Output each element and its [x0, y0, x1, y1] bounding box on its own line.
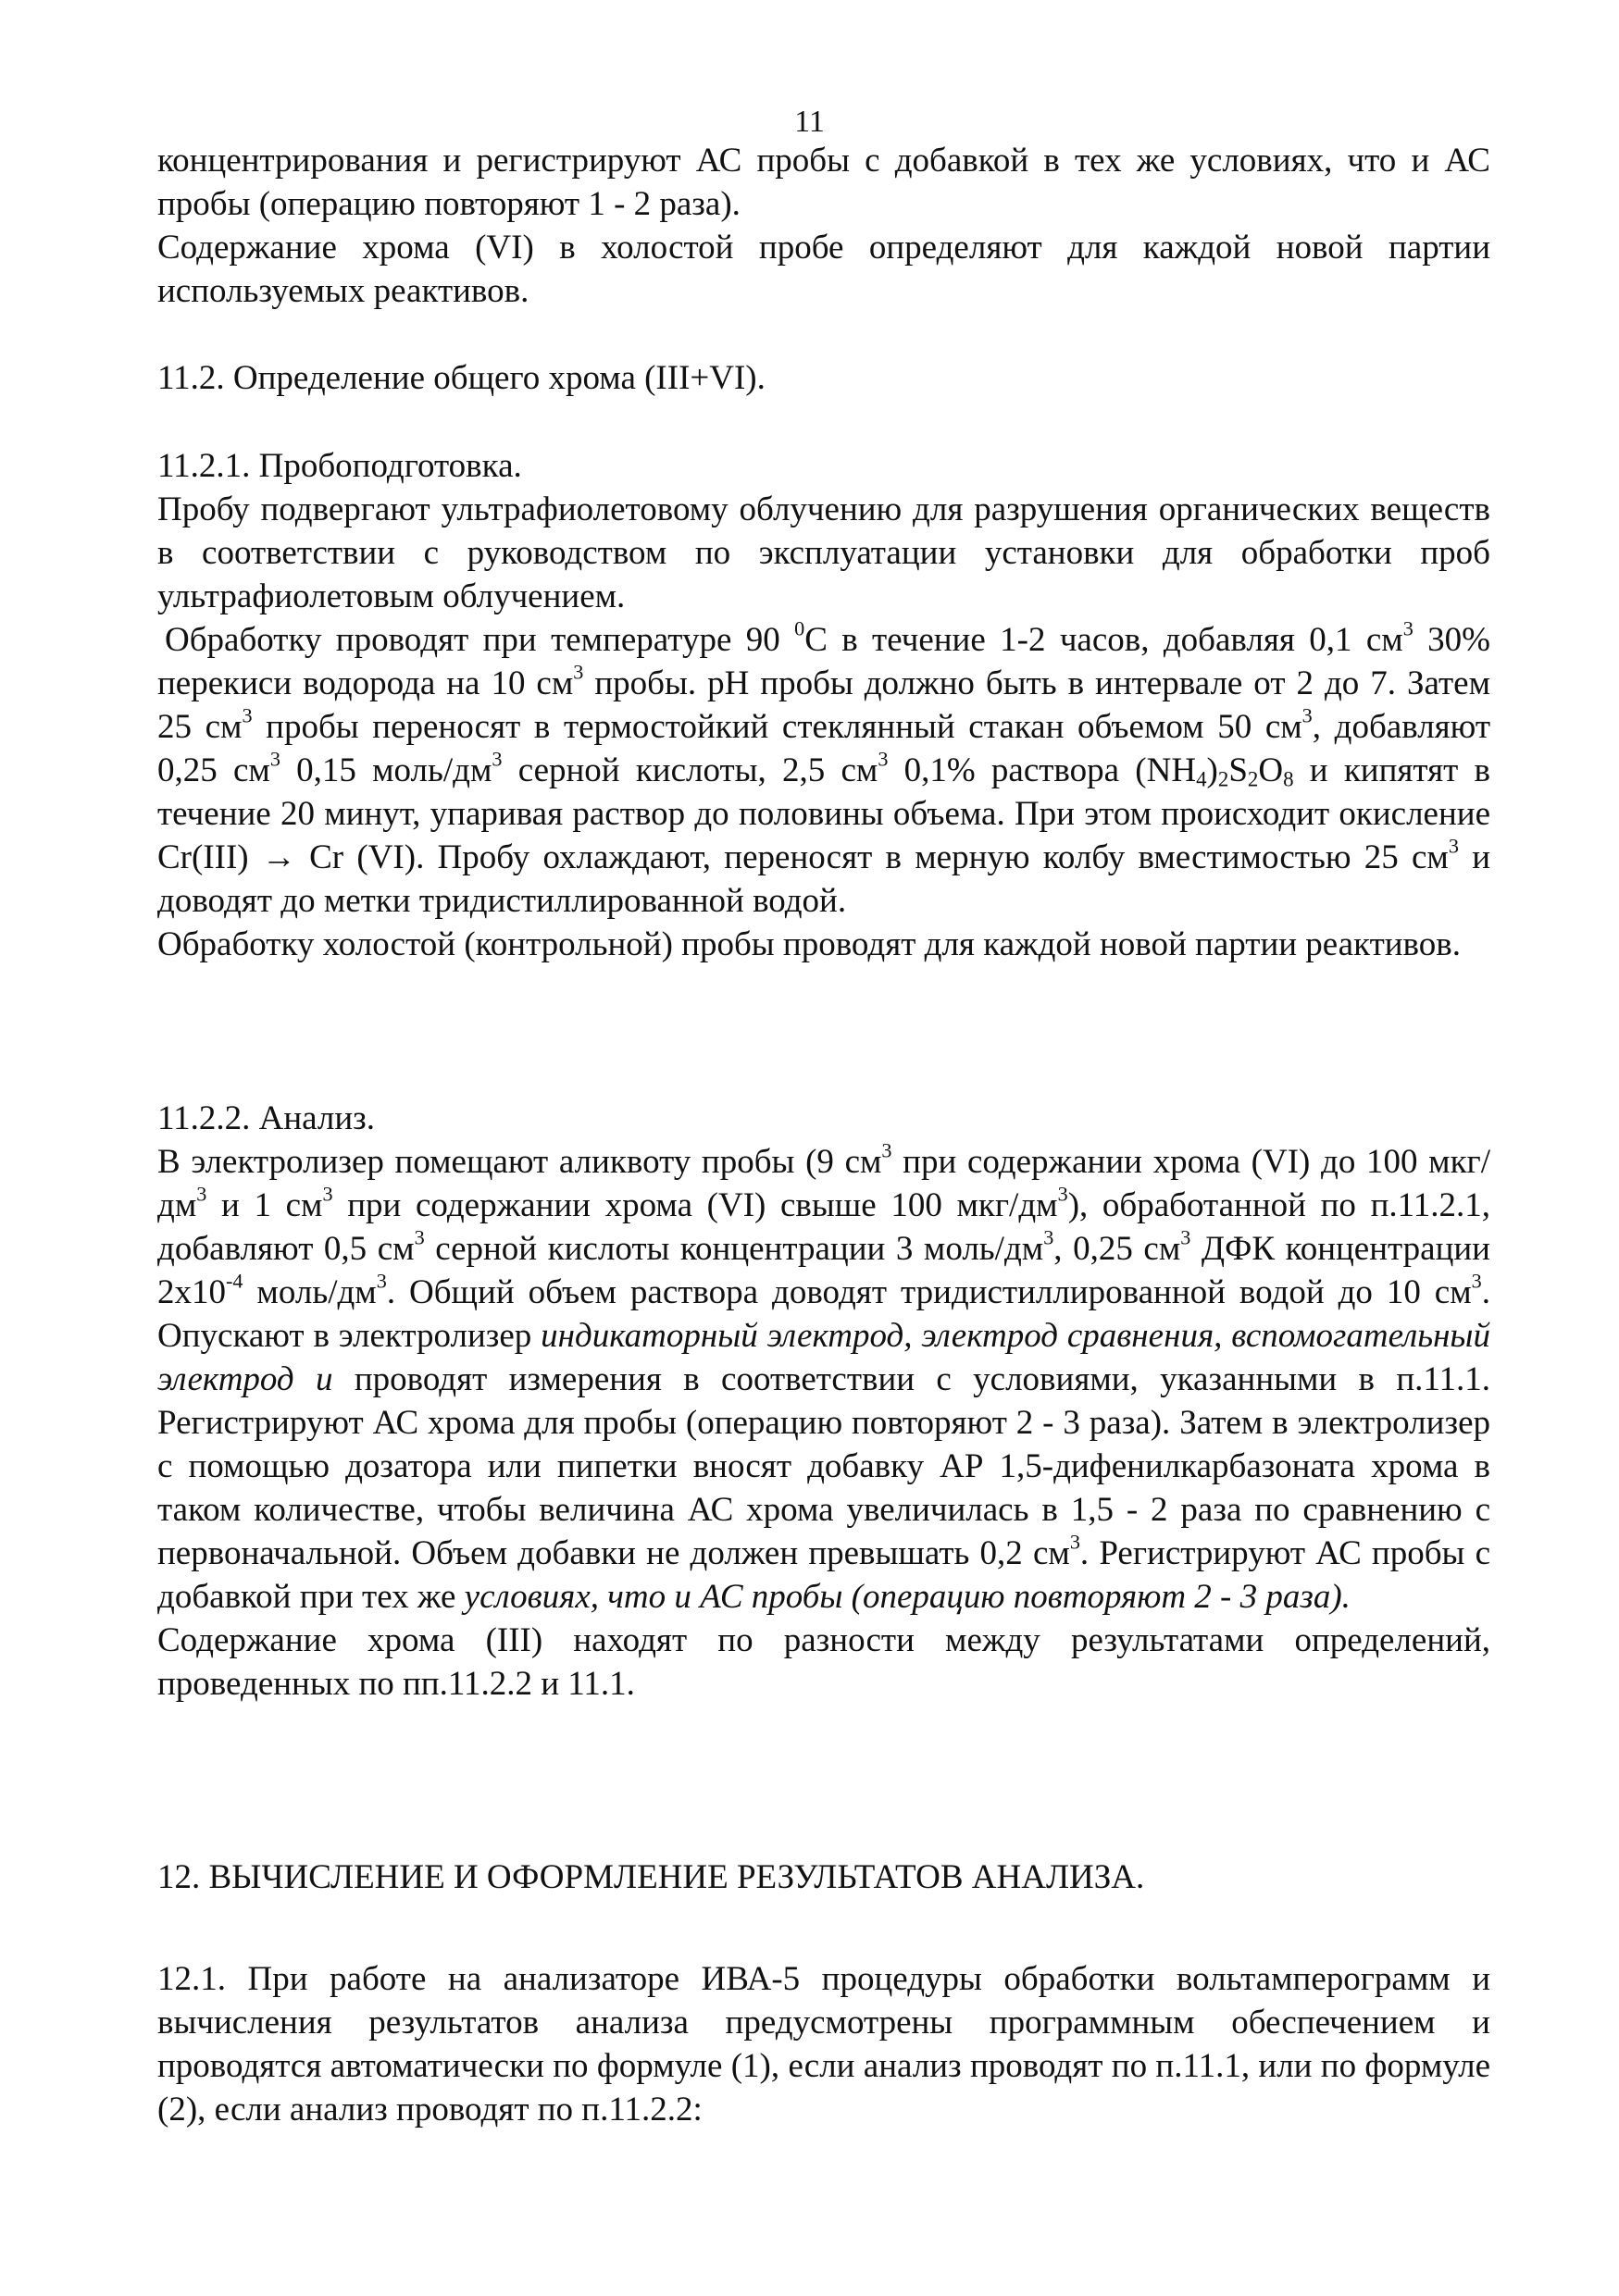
heading-analysis: 11.2.2. Анализ. [157, 1099, 376, 1137]
paragraph-blank-sample: Содержание хрома (VI) в холостой пробе определяют для каждой новой партии используемых реактивов. [157, 229, 1490, 310]
heading-total-chromium: 11.2. Определение общего хрома (III+VI). [157, 359, 766, 397]
paragraph-treatment: Обработку проводят при температуре 90 $^0$С в течение 1-2 часов, добавляя 0,1 $см^3$ 30% перекиси водорода на 10 $см^3$ пробы. pH пробы должно быть в интервале от 2 до 7. Затем 25 $см^3$ пробы переносят в термостойкий стеклянный стакан объемом 50 $см^3$, добавляют 0,25 $см^3$ 0,15 моль/$дм^3$ серной кислоты, 2,5 $см^3$ 0,1% раствора $(NH_4)_2S_2O_8$ и кипятят в течение 20 минут, упаривая раствор до половины объема. При этом происходит окисление Cr(III) → Cr (VI). Пробу охлаждают, переносят в мерную колбу вместимостью 25 $см^3$ и доводят до метки тридистиллированной водой. [157, 616, 1490, 920]
section-heading-11-2 [157, 356, 1490, 400]
paragraph-blank-treatment: Обработку холостой (контрольной) пробы проводят для каждой новой партии реактивов. [157, 925, 1461, 963]
paragraph-chromium-iii: Содержание хрома (III) находят по разности между результатами определений, проведенных по пп.11.2.2 и 11.1. [157, 1621, 1490, 1703]
section-11-2-2 [157, 1097, 1490, 1706]
section-heading-12 [157, 1855, 1490, 1899]
section-11-2-1 [157, 444, 1490, 966]
paragraph-analysis-procedure: В электролизер помещают аликвоту пробы (9 $см^3$ при содержании хрома (VI) до 100 мкг/$дм^3$ и 1 $см^3$ при содержании хрома (VI) свыше 100 мкг/$дм^3$), обработанной по п.11.2.1, добавляют 0,5 $см^3$ серной кислоты концентрации 3 моль/$дм^3$, 0,25 $см^3$ ДФК концентрации $2х10^{-4}$ моль/$дм^3$. Общий объем раствора доводят тридистиллированной водой до 10 $см^3$. Опускают в электролизер индикаторный электрод, электрод сравнения, вспомогательный электрод и проводят измерения в соответствии с условиями, указанными в п.11.1. Регистрируют АС хрома для пробы (операцию повторяют 2 - 3 раза). Затем в электролизер с помощью дозатора или пипетки вносят добавку АР 1,5-дифенилкарбазоната хрома в таком количестве, чтобы величина АС хрома увеличилась в 1,5 - 2 раза по сравнению с первоначальной. Объем добавки не должен превышать 0,2 $см^3$. Регистрируют АС пробы с добавкой при тех же условиях, что и АС пробы (операцию повторяют 2 - 3 раза). [157, 1138, 1491, 1616]
heading-sample-preparation: 11.2.1. Пробоподготовка. [157, 447, 522, 485]
intro-text [157, 139, 1490, 313]
paragraph-uv-irradiation: Пробу подвергают ультрафиолетовому облучению для разрушения органических веществ в соответствии с руководством по эксплуатации установки для обработки проб ультрафиолетовым облучением. [157, 490, 1490, 615]
paragraph-iva5-processing: 12.1. При работе на анализаторе ИВА-5 процедуры обработки вольтамперограмм и вычисления результатов анализа предусмотрены программным обеспечением и проводятся автоматически по формуле (1), если анализ проводят по п.11.1, или по формуле (2), если анализ проводят по п.11.2.2: [157, 1960, 1490, 2128]
paragraph-repeat-measurement: концентрирования и регистрируют АС пробы с добавкой в тех же условиях, что и АС пробы (операцию повторяют 1 - 2 раза). [157, 142, 1490, 223]
heading-calculation: 12. ВЫЧИСЛЕНИЕ И ОФОРМЛЕНИЕ РЕЗУЛЬТАТОВ АНАЛИЗА. [157, 1858, 1145, 1896]
section-12-1 [157, 1957, 1490, 2131]
page-number: 11 [794, 105, 825, 139]
